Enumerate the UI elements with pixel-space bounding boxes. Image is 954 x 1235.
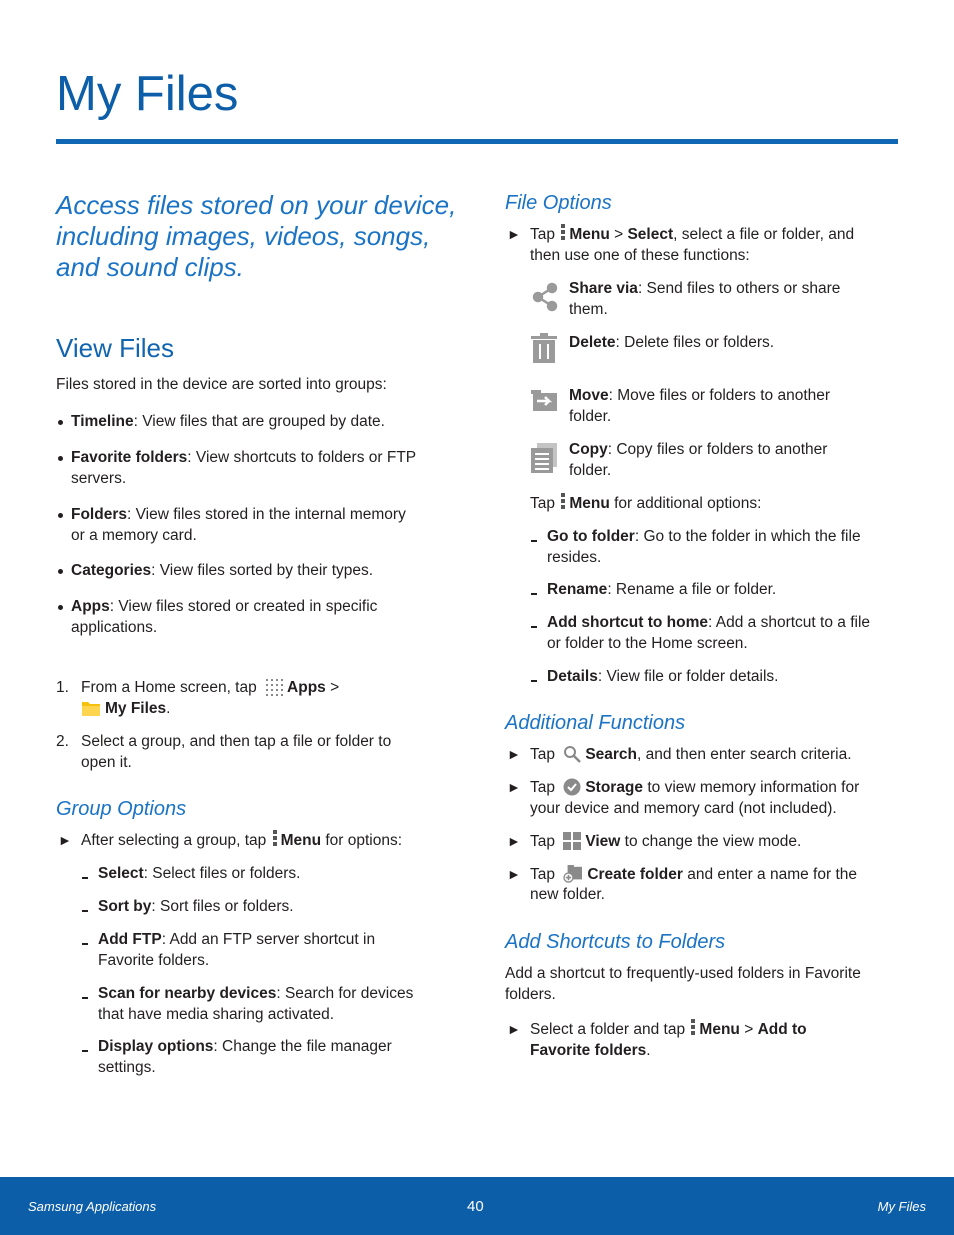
- function-item: Move: Move files or folders to another: [569, 387, 831, 404]
- arrow-bullet: ►: [507, 779, 521, 795]
- footer: [0, 1177, 954, 1235]
- move-icon: [531, 389, 559, 413]
- arrow-bullet: ►: [507, 1021, 521, 1037]
- dash: [82, 910, 88, 912]
- group-options-lead: After selecting a group, tap Menu for options:: [81, 832, 403, 849]
- additional-item: Tap Storage to view memory information for: [530, 779, 860, 796]
- bullet: [58, 420, 63, 425]
- step-1: From a Home screen, tap Apps >: [81, 679, 340, 696]
- view-files-heading: View Files: [56, 333, 175, 363]
- list-item: Rename: Rename a file or folder.: [547, 581, 777, 598]
- footer-right: My Files: [877, 1199, 926, 1214]
- view-grid-icon: [563, 832, 581, 850]
- shortcuts-step-cont: Favorite folders.: [530, 1042, 651, 1059]
- dash: [82, 997, 88, 999]
- dash: [531, 540, 537, 542]
- list-item: Display options: Change the file manager: [98, 1038, 392, 1055]
- list-item: Add FTP: Add an FTP server shortcut in: [98, 931, 376, 948]
- list-item-cont: Favorite folders.: [98, 952, 210, 969]
- step-number: 1.: [56, 679, 69, 696]
- additional-item: Tap View to change the view mode.: [530, 833, 802, 850]
- additional-item: Tap Create folder and enter a name for the: [530, 866, 858, 883]
- step-1-cont: My Files.: [81, 698, 170, 719]
- title-rule: [56, 139, 898, 144]
- menu-icon: [561, 224, 565, 242]
- list-item: Go to folder: Go to the folder in which the file: [547, 528, 861, 545]
- list-item: Sort by: Sort files or folders.: [98, 898, 294, 915]
- list-item: Scan for nearby devices: Search for devices: [98, 985, 414, 1002]
- function-item-cont: folder.: [569, 408, 612, 425]
- list-item: Apps: View files stored or created in specific: [71, 598, 378, 615]
- menu-icon: [273, 830, 277, 848]
- dash: [82, 943, 88, 945]
- intro-text: Access files stored on your device, including images, videos, songs, and sound clips.: [56, 190, 457, 282]
- file-options-lead: Tap Menu > Select, select a file or folder, and: [530, 226, 855, 243]
- list-item: Timeline: View files that are grouped by date.: [71, 413, 385, 430]
- arrow-bullet: ►: [507, 746, 521, 762]
- additional-item-cont: your device and memory card (not included).: [530, 800, 837, 817]
- function-item-cont: folder.: [569, 462, 612, 479]
- dash: [531, 593, 537, 595]
- folder-icon: [81, 699, 101, 717]
- list-item-cont: that have media sharing activated.: [98, 1006, 335, 1023]
- list-item: Select: Select files or folders.: [98, 865, 301, 882]
- shortcuts-lead: Add a shortcut to frequently-used folders in Favorite: [505, 965, 861, 982]
- dash: [531, 626, 537, 628]
- list-item: Categories: View files sorted by their types.: [71, 562, 374, 579]
- list-item: Details: View file or folder details.: [547, 668, 779, 685]
- arrow-bullet: ►: [507, 866, 521, 882]
- function-item: Delete: Delete files or folders.: [569, 334, 775, 351]
- trash-icon: [531, 333, 557, 363]
- search-icon: [563, 745, 581, 763]
- storage-icon: [563, 778, 581, 796]
- arrow-bullet: ►: [507, 833, 521, 849]
- list-item-cont: applications.: [71, 619, 158, 636]
- create-folder-icon: [563, 865, 583, 883]
- arrow-bullet: ►: [507, 226, 521, 242]
- step-2-cont: open it.: [81, 754, 132, 771]
- apps-icon: [265, 678, 283, 696]
- bullet: [58, 569, 63, 574]
- dash: [82, 1050, 88, 1052]
- shortcuts-step: Select a folder and tap Menu > Add to: [530, 1021, 807, 1038]
- page-number: 40: [467, 1198, 484, 1215]
- list-item-cont: or a memory card.: [71, 527, 197, 544]
- dash: [82, 877, 88, 879]
- footer-left: Samsung Applications: [28, 1199, 157, 1214]
- share-icon: [531, 282, 559, 312]
- step-2: Select a group, and then tap a file or folder to: [81, 733, 392, 750]
- list-item: Folders: View files stored in the internal memory: [71, 506, 406, 523]
- shortcuts-heading: Add Shortcuts to Folders: [505, 931, 726, 953]
- list-item: Favorite folders: View shortcuts to folders or FTP: [71, 449, 417, 466]
- list-item-cont: settings.: [98, 1059, 156, 1076]
- menu-icon: [561, 493, 565, 511]
- list-item: Add shortcut to home: Add a shortcut to a file: [547, 614, 871, 631]
- arrow-bullet: ►: [58, 832, 72, 848]
- copy-icon: [531, 443, 557, 473]
- list-item-cont: servers.: [71, 470, 127, 487]
- page-title: My Files: [56, 67, 239, 121]
- additional-item: Tap Search, and then enter search criteria.: [530, 746, 852, 763]
- list-item-cont: or folder to the Home screen.: [547, 635, 748, 652]
- list-item-cont: resides.: [547, 549, 602, 566]
- bullet: [58, 513, 63, 518]
- group-options-heading: Group Options: [56, 798, 187, 820]
- file-options-heading: File Options: [505, 192, 612, 214]
- additional-heading: Additional Functions: [505, 712, 686, 734]
- menu-icon: [691, 1019, 695, 1037]
- step-number: 2.: [56, 733, 69, 750]
- function-item: Copy: Copy files or folders to another: [569, 441, 828, 458]
- shortcuts-lead-cont: folders.: [505, 986, 556, 1003]
- bullet: [58, 605, 63, 610]
- dash: [531, 680, 537, 682]
- function-item: Share via: Send files to others or share: [569, 280, 841, 297]
- additional-item-cont: new folder.: [530, 886, 605, 903]
- file-options-lead-cont: then use one of these functions:: [530, 247, 750, 264]
- more-options-lead: Tap Menu for additional options:: [530, 495, 762, 512]
- bullet: [58, 456, 63, 461]
- view-files-lead: Files stored in the device are sorted into groups:: [56, 376, 387, 393]
- function-item-cont: them.: [569, 301, 608, 318]
